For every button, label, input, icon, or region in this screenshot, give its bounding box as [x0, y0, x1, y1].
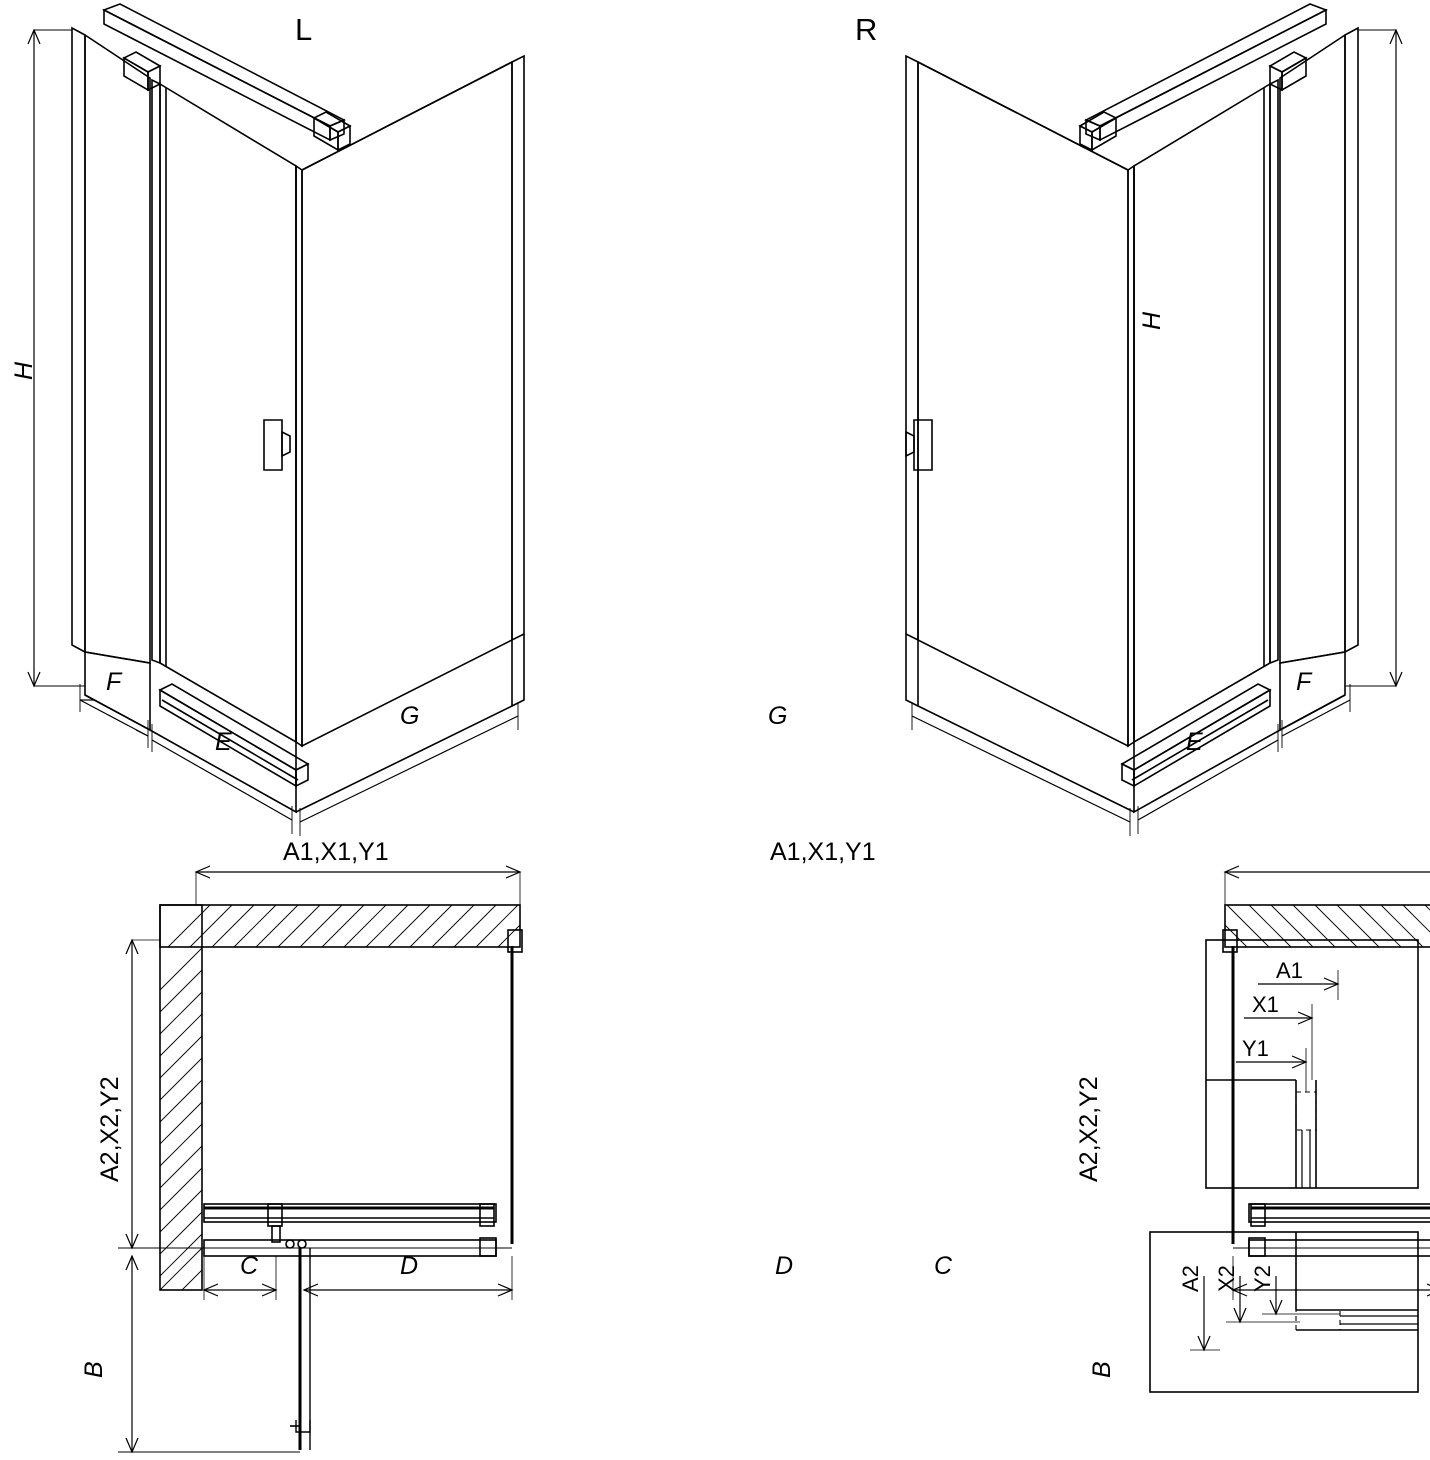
- detail-top-label-x1: X1: [1252, 992, 1279, 1017]
- iso-left-label-f: F: [106, 668, 122, 696]
- plan-left-label-b: B: [80, 1361, 108, 1378]
- iso-right-label-g: G: [768, 702, 788, 730]
- detail-bottom-label-x2: X2: [1214, 1265, 1239, 1292]
- plan-right-group: [1223, 866, 1430, 1452]
- iso-right-group: [906, 4, 1402, 836]
- iso-left-label-g: G: [400, 702, 420, 730]
- plan-left-group: [118, 866, 522, 1452]
- door-handle-right: [906, 420, 932, 470]
- plan-left-top-dim-label: A1,X1,Y1: [283, 838, 389, 866]
- iso-right-label-e: E: [1186, 728, 1203, 756]
- plan-left-label-c: C: [240, 1252, 259, 1280]
- title-left: L: [295, 12, 313, 47]
- door-handle-left: [264, 420, 290, 470]
- plan-right-side-dim-label: A2,X2,Y2: [1075, 1076, 1103, 1182]
- detail-bottom-label-a2: A2: [1178, 1265, 1203, 1292]
- plan-right-top-dim-label: A1,X1,Y1: [770, 838, 876, 866]
- plan-right-label-d: D: [775, 1252, 794, 1280]
- detail-top-label-a1: A1: [1276, 958, 1303, 983]
- plan-left-label-d: D: [400, 1252, 419, 1280]
- detail-top-group: [1206, 940, 1418, 1188]
- iso-left-height-label: H: [10, 361, 38, 380]
- title-right: R: [855, 12, 878, 47]
- detail-bottom-label-y2: Y2: [1250, 1265, 1275, 1292]
- iso-right-height-label: H: [1138, 311, 1166, 330]
- plan-left-side-dim-label: A2,X2,Y2: [96, 1076, 124, 1182]
- plan-right-label-b: B: [1088, 1361, 1116, 1378]
- plan-right-label-c: C: [934, 1252, 953, 1280]
- detail-top-label-y1: Y1: [1242, 1036, 1269, 1061]
- iso-right-label-f: F: [1296, 668, 1312, 696]
- iso-left-label-e: E: [215, 728, 232, 756]
